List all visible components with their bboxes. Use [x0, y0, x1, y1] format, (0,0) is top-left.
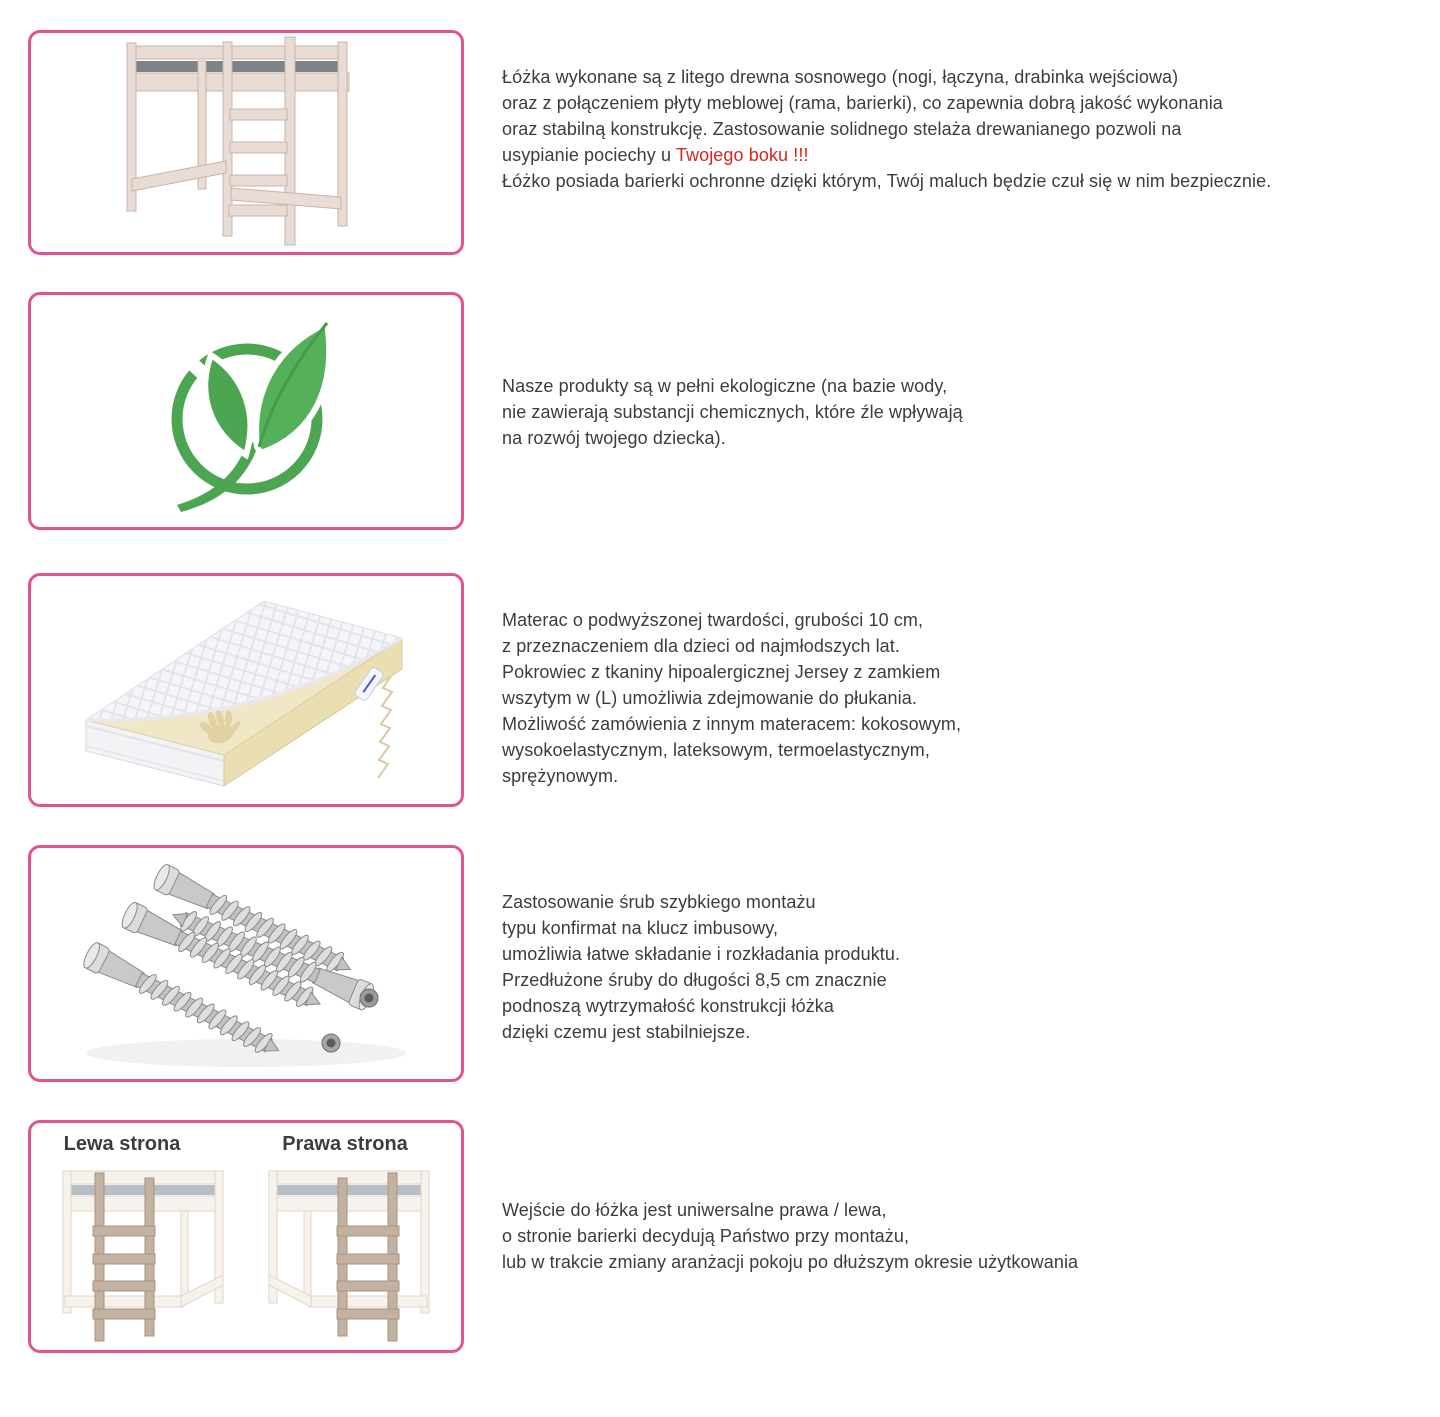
text-line: Możliwość zamówienia z innym materacem: kokosowym, — [502, 714, 962, 734]
red-line-prefix: usypianie pociechy u — [502, 145, 676, 165]
text-line: Materac o podwyższonej twardości, grubości 10 cm, — [502, 610, 924, 630]
text-line: dzięki czemu jest stabilniejsze. — [502, 1022, 751, 1042]
eco-leaves-icon — [31, 295, 461, 527]
left-side-bed — [63, 1171, 223, 1341]
text-line: oraz stabilną konstrukcję. Zastosowanie solidnego stelaża drewanianego pozwoli na — [502, 119, 1182, 139]
text-line: na rozwój twojego dziecka). — [502, 428, 726, 448]
text-line: podnoszą wytrzymałość konstrukcji łóżka — [502, 996, 835, 1016]
red-highlight-text: Twojego boku !!! — [675, 145, 809, 165]
text-line: z przeznaczeniem dla dzieci od najmłodszych lat. — [502, 636, 900, 656]
text-line: sprężynowym. — [502, 766, 619, 786]
section-entry-sides-text — [502, 1197, 1078, 1275]
loft-bed-image-card — [28, 30, 464, 255]
mattress-photo — [31, 576, 461, 804]
text-line — [502, 142, 1271, 168]
eco-image-card — [28, 292, 464, 530]
text-line: Łóżka wykonane są z litego drewna sosnowego (nogi, łączyna, drabinka wejściowa) — [502, 67, 1179, 87]
text-line: wysokoelastycznym, lateksowym, termoelastycznym, — [502, 740, 930, 760]
section-screws-text — [502, 889, 900, 1045]
section-mattress-text — [502, 607, 961, 789]
left-right-bed-illustration — [31, 1123, 461, 1350]
mattress-image-card — [28, 573, 464, 807]
text-line: umożliwia łatwe składanie i rozkładania produktu. — [502, 944, 901, 964]
text-line: Nasze produkty są w pełni ekologiczne (na bazie wody, — [502, 376, 948, 396]
section-eco-text — [502, 373, 963, 451]
text-line: Wejście do łóżka jest uniwersalne prawa / lewa, — [502, 1200, 887, 1220]
text-line: Pokrowiec z tkaniny hipoalergicznej Jersey z zamkiem — [502, 662, 941, 682]
text-line: oraz z połączeniem płyty meblowej (rama, barierki), co zapewnia dobrą jakość wykonania — [502, 93, 1223, 113]
text-line: o stronie barierki decydują Państwo przy montażu, — [502, 1226, 910, 1246]
entry-sides-card — [28, 1120, 464, 1353]
text-line: wszytym w (L) umożliwia zdejmowanie do płukania. — [502, 688, 917, 708]
loft-bed-photo — [31, 33, 461, 252]
confirmat-screws-photo — [31, 848, 461, 1079]
text-line: Przedłużone śruby do długości 8,5 cm znacznie — [502, 970, 887, 990]
text-line: Zastosowanie śrub szybkiego montażu — [502, 892, 816, 912]
mattress-strip — [133, 61, 345, 72]
text-line: lub w trakcie zmiany aranżacji pokoju po dłuższym okresie użytkowania — [502, 1252, 1079, 1272]
left-side-label: Lewa strona — [63, 1133, 181, 1155]
hex-socket — [360, 989, 378, 1007]
section-construction-text — [502, 64, 1271, 194]
screws-image-card — [28, 845, 464, 1082]
text-line: typu konfirmat na klucz imbusowy, — [502, 918, 779, 938]
text-line: nie zawierają substancji chemicznych, które źle wpływają — [502, 402, 963, 422]
text-line: Łóżko posiada barierki ochronne dzięki którym, Twój maluch będzie czuł się w nim bezpiecznie. — [502, 171, 1272, 191]
right-side-label: Prawa strona — [282, 1133, 408, 1155]
right-side-bed — [269, 1171, 429, 1341]
hex-socket — [322, 1034, 340, 1052]
